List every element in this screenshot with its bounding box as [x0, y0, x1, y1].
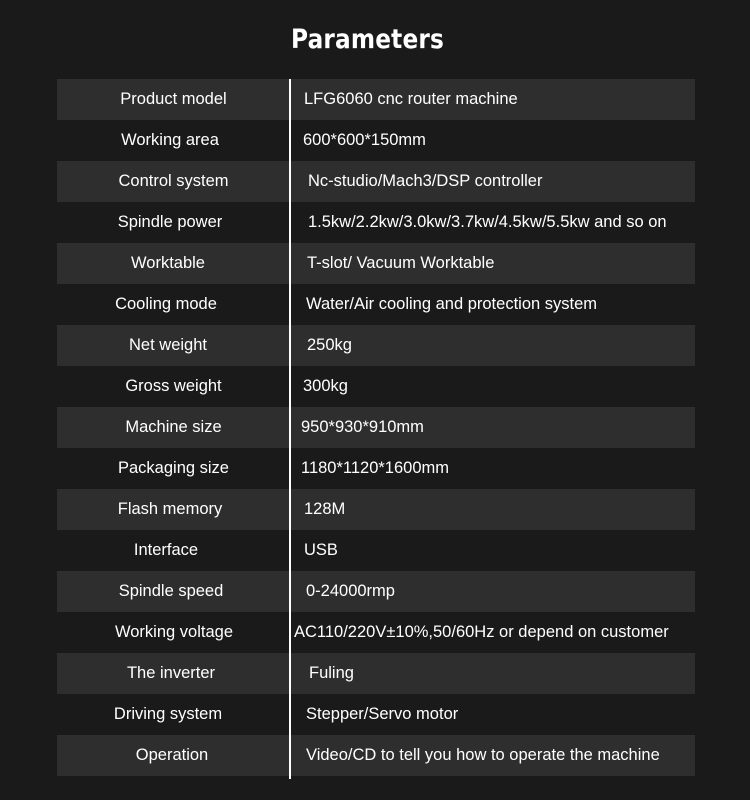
row-label: Driving system: [113, 705, 223, 723]
table-row: [57, 284, 695, 325]
row-label: Net weight: [129, 336, 207, 354]
row-value: T-slot/ Vacuum Worktable: [307, 254, 495, 272]
table-row: [57, 694, 695, 735]
row-label: Worktable: [131, 254, 205, 272]
table-row: [57, 79, 695, 120]
row-value: LFG6060 cnc router machine: [304, 90, 518, 108]
row-value: Water/Air cooling and protection system: [306, 295, 598, 313]
row-value: 950*930*910mm: [301, 418, 424, 436]
row-value: Stepper/Servo motor: [306, 705, 459, 723]
column-divider: [289, 79, 291, 779]
row-label: Interface: [133, 541, 199, 559]
row-value: AC110/220V±10%,50/60Hz or depend on customer: [294, 623, 669, 641]
row-label: Gross weight: [125, 377, 222, 395]
table-row: [57, 530, 695, 571]
row-value: Fuling: [309, 664, 354, 682]
row-label: Machine size: [125, 418, 222, 436]
row-label: Working area: [121, 131, 219, 149]
table-row: [57, 161, 695, 202]
row-label: Spindle speed: [118, 582, 224, 600]
table-row: [57, 325, 695, 366]
table-row: [57, 120, 695, 161]
row-label: Working voltage: [114, 623, 233, 641]
row-value: 300kg: [303, 377, 348, 395]
row-label: Spindle power: [117, 213, 223, 231]
row-value: 250kg: [307, 336, 352, 354]
row-value: 0-24000rmp: [306, 582, 395, 600]
table-row: [57, 571, 695, 612]
row-label: Operation: [135, 746, 209, 764]
row-value: 600*600*150mm: [303, 131, 426, 149]
table-row: [57, 243, 695, 284]
row-value: USB: [304, 541, 338, 559]
parameters-table: [57, 79, 695, 776]
row-value: 1.5kw/2.2kw/3.0kw/3.7kw/4.5kw/5.5kw and so on: [308, 213, 667, 231]
table-row: [57, 735, 695, 776]
table-row: [57, 366, 695, 407]
row-value: Nc-studio/Mach3/DSP controller: [308, 172, 543, 190]
row-value: 1180*1120*1600mm: [301, 459, 450, 477]
table-row: [57, 448, 695, 489]
page-title: Parameters: [291, 24, 444, 55]
row-label: Product model: [120, 90, 227, 108]
table-row: [57, 653, 695, 694]
row-label: Control system: [118, 172, 229, 190]
table-row: [57, 407, 695, 448]
table-row: [57, 612, 695, 653]
row-value: 128M: [304, 500, 346, 518]
table-row: [57, 489, 695, 530]
row-label: Cooling mode: [115, 295, 217, 313]
row-label: The inverter: [126, 664, 216, 682]
row-value: Video/CD to tell you how to operate the machine: [306, 746, 660, 764]
table-row: [57, 202, 695, 243]
row-label: Flash memory: [117, 500, 223, 518]
row-label: Packaging size: [118, 459, 229, 477]
